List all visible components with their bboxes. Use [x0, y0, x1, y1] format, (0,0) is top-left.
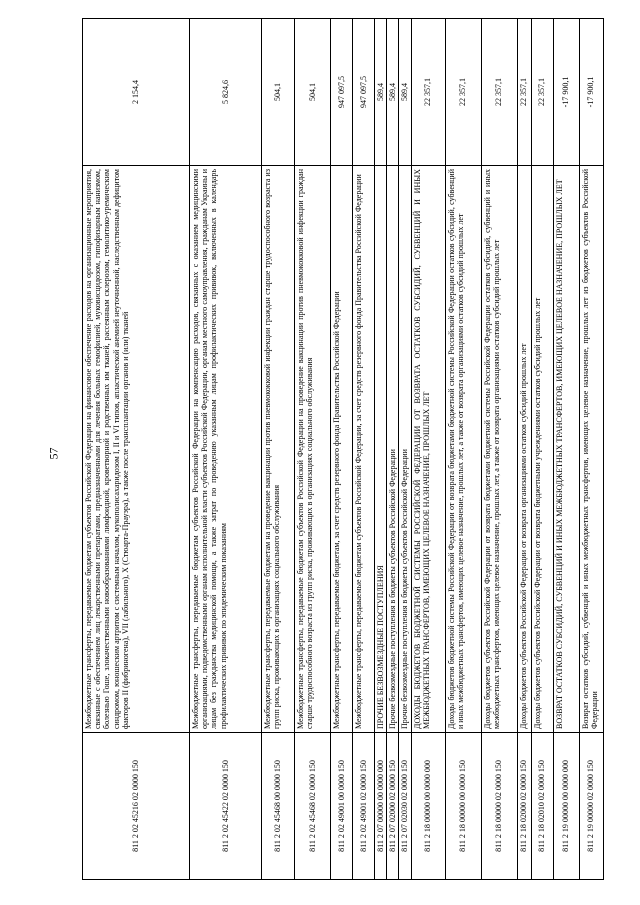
table-row: [387, 19, 399, 880]
row-description: Межбюджетные трансферты, передаваемые бюджетам на проведение вакцинации против пневмококковой инфекции граждан старше трудоспособного возраста из групп риска, проживающих в организациях социального обслуживания: [262, 166, 295, 733]
row-amount: 504,1: [262, 19, 295, 166]
row-description: ВОЗВРАТ ОСТАТКОВ СУБСИДИЙ, СУБВЕНЦИЙ И ИНЫХ МЕЖБЮДЖЕТНЫХ ТРАНСФЕРТОВ, ИМЕЮЩИХ ЦЕЛЕВОЕ НАЗНАЧЕНИЕ, ПРОШЛЫХ ЛЕТ: [553, 166, 579, 733]
table-row: [531, 19, 553, 880]
budget-code: 811 2 07 02030 02 0000 150: [399, 733, 411, 880]
budget-code: 811 2 19 00000 02 0000 150: [579, 733, 603, 880]
table-row: [190, 19, 262, 880]
row-description: Межбюджетные трансферты, передаваемые бюджетам субъектов Российской Федерации на проведение вакцинации против пневмококковой инфекции граждан старше трудоспособного возраста из групп риска, проживающих в организациях социального обслуживания: [295, 166, 331, 733]
budget-code: 811 2 18 00000 00 0000 150: [445, 733, 481, 880]
table-row: [517, 19, 531, 880]
budget-code: 811 2 02 49001 02 0000 150: [353, 733, 375, 880]
row-amount: 22 357,1: [517, 19, 531, 166]
table-row: [553, 19, 579, 880]
row-amount: -17 900,1: [579, 19, 603, 166]
row-description: Межбюджетные трансферты, передаваемые бюджетам, за счет средств резервного фонда Правительства Российской Федерации: [331, 166, 353, 733]
row-amount: 2 154,4: [83, 19, 190, 166]
budget-code: 811 2 02 45422 02 0000 150: [190, 733, 262, 880]
row-amount: 947 097,5: [353, 19, 375, 166]
row-description: Прочие безвозмездные поступления в бюджеты субъектов Российской Федерации: [399, 166, 411, 733]
budget-table-body: [83, 19, 604, 880]
row-description: Межбюджетные трансферты, передаваемые бюджетам субъектов Российской Федерации на компенсацию расходов, связанных с оказанием медицинскими организациями, подведомственными органам исполнительной власти субъектов Российской Федерации, органам местного самоуправления, гражданам Украины и лицам без гражданства медицинской помощи, а также затрат по проведению указанным лицам профилактических прививок, включенных в календарь профилактических прививок по эпидемическим показаниям: [190, 166, 262, 733]
table-row: [375, 19, 387, 880]
budget-table-wrapper: [82, 40, 599, 880]
table-row: [579, 19, 603, 880]
table-row: [83, 19, 190, 880]
row-amount: 5 824,6: [190, 19, 262, 166]
table-row: [399, 19, 411, 880]
page-number: [44, 440, 64, 466]
budget-code: 811 2 18 02010 02 0000 150: [531, 733, 553, 880]
budget-code: 811 2 02 45468 00 0000 150: [262, 733, 295, 880]
row-amount: 22 357,1: [531, 19, 553, 166]
row-amount: 504,1: [295, 19, 331, 166]
table-row: [411, 19, 445, 880]
row-amount: 589,4: [387, 19, 399, 166]
budget-code: 811 2 19 00000 00 0000 000: [553, 733, 579, 880]
row-description: Межбюджетные трансферты, передаваемые бюджетам субъектов Российской Федерации, за счет средств резервного фонда Правительства Российской Федерации: [353, 166, 375, 733]
budget-code: 811 2 18 02000 02 0000 150: [517, 733, 531, 880]
budget-code: 811 2 07 02000 02 0000 150: [387, 733, 399, 880]
row-description: Доходы бюджетов субъектов Российской Федерации от возврата бюджетами бюджетной системы Российской Федерации остатков субсидий, субвенций и иных межбюджетных трансфертов, имеющих целевое назначение, прошлых лет, а также от возврата организациями остатков субсидий прошлых лет: [481, 166, 517, 733]
budget-code: 811 2 02 49001 00 0000 150: [331, 733, 353, 880]
row-description: Доходы бюджетов бюджетной системы Российской Федерации от возврата бюджетами бюджетной системы Российской Федерации остатков субсидий, субвенций и иных межбюджетных трансфертов, имеющих целевое назначение, прошлых лет, а также от возврата организациями остатков субсидий прошлых лет: [445, 166, 481, 733]
row-description: Доходы бюджетов субъектов Российской Федерации от возврата организациями остатков субсидий прошлых лет: [517, 166, 531, 733]
table-row: [331, 19, 353, 880]
budget-code: 811 2 02 45216 02 0000 150: [83, 733, 190, 880]
row-amount: 947 097,5: [331, 19, 353, 166]
table-row: [353, 19, 375, 880]
row-description: Возврат остатков субсидий, субвенций и иных межбюджетных трансфертов, имеющих целевое назначение, прошлых лет из бюджетов субъектов Российской Федерации: [579, 166, 603, 733]
budget-table: [82, 18, 604, 880]
table-row: [262, 19, 295, 880]
row-description: Межбюджетные трансферты, передаваемые бюджетам субъектов Российской Федерации на финансовое обеспечение расходов на организационные мероприятия, связанные с обеспечением лиц лекарственными препаратами, предназначенными для лечения больных гемофилией, муковисцидозом, гипофизарным нанизмом, болезнью Гоше, злокачественными новообразованиями лимфоидной, кроветворной и родственных им тканей, рассеянным склерозом, гемолитико-уремическим синдромом, юношеским артритом с системным началом, мукополисахаридозом I, II и VI типов, апластической анемией неуточненной, наследственным дефицитом факторов II (фибриногена), VII (лабильного), X (Стюарта-Прауэра), а также после трансплантации органов и (или) тканей: [83, 166, 190, 733]
row-amount: 589,4: [399, 19, 411, 166]
budget-code: 811 2 07 00000 00 0000 000: [375, 733, 387, 880]
table-row: [445, 19, 481, 880]
row-description: ДОХОДЫ БЮДЖЕТОВ БЮДЖЕТНОЙ СИСТЕМЫ РОССИЙСКОЙ ФЕДЕРАЦИИ ОТ ВОЗВРАТА ОСТАТКОВ СУБСИДИЙ, СУБВЕНЦИЙ И ИНЫХ МЕЖБЮДЖЕТНЫХ ТРАНСФЕРТОВ, ИМЕЮЩИХ ЦЕЛЕВОЕ НАЗНАЧЕНИЕ, ПРОШЛЫХ ЛЕТ: [411, 166, 445, 733]
row-amount: 22 357,1: [481, 19, 517, 166]
budget-code: 811 2 18 00000 00 0000 000: [411, 733, 445, 880]
row-description: Прочие безвозмездные поступления в бюджеты субъектов Российской Федерации: [387, 166, 399, 733]
table-row: [295, 19, 331, 880]
row-amount: -17 900,1: [553, 19, 579, 166]
page-number-text: 57: [46, 447, 61, 459]
row-amount: 22 357,1: [411, 19, 445, 166]
row-amount: 22 357,1: [445, 19, 481, 166]
budget-code: 811 2 02 45468 02 0000 150: [295, 733, 331, 880]
row-amount: 589,4: [375, 19, 387, 166]
table-row: [481, 19, 517, 880]
budget-code: 811 2 18 00000 02 0000 150: [481, 733, 517, 880]
row-description: ПРОЧИЕ БЕЗВОЗМЕЗДНЫЕ ПОСТУПЛЕНИЯ: [375, 166, 387, 733]
row-description: Доходы бюджетов субъектов Российской Федерации от возврата бюджетными учреждениями остатков субсидий прошлых лет: [531, 166, 553, 733]
